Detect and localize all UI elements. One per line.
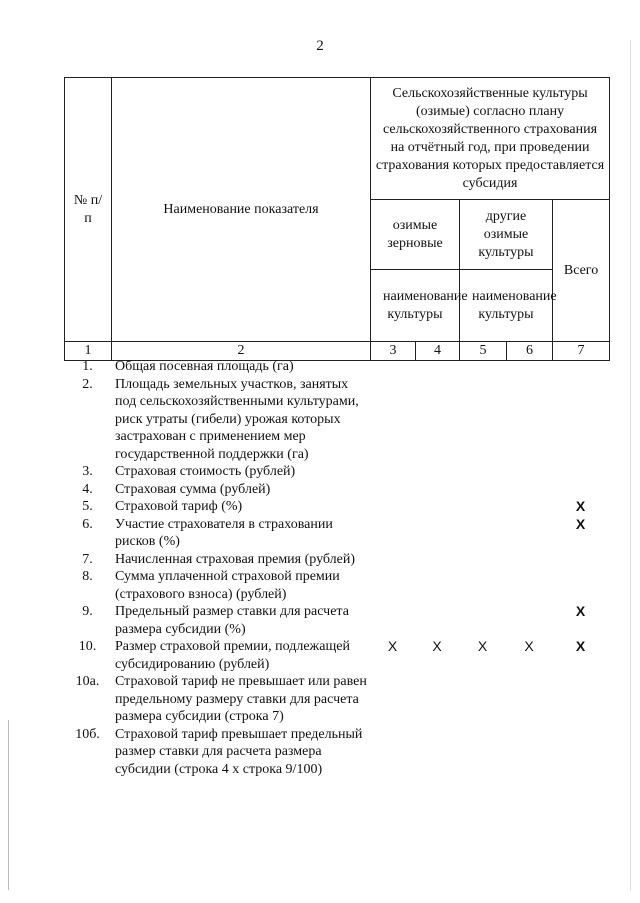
row-mark bbox=[370, 726, 415, 779]
row-mark bbox=[506, 673, 552, 726]
row-number: 9. bbox=[82, 604, 93, 619]
row-mark bbox=[552, 463, 609, 481]
col-number: 2 bbox=[112, 342, 371, 361]
header-crop-name-2: наименование культуры bbox=[460, 270, 553, 342]
row-indicator-name: Площадь земельных участков, занятых под сельскохозяйственными культурами, риск утраты (гибели) урожая которых застрахован с применением мер государственной поддержки (га) bbox=[115, 376, 359, 462]
row-mark: X bbox=[575, 498, 586, 514]
row-mark bbox=[459, 673, 506, 726]
row-mark bbox=[506, 376, 552, 464]
row-indicator-name: Общая посевная площадь (га) bbox=[115, 359, 294, 374]
table-row bbox=[64, 463, 609, 481]
row-mark bbox=[552, 481, 609, 499]
row-mark: X bbox=[575, 603, 586, 619]
header-crops-group: Сельскохозяйственные культуры (озимые) согласно плану сельскохозяйственного страхования на отчётный год, при проведении страхования которых предоставляется субсидия bbox=[371, 78, 610, 200]
row-mark bbox=[370, 358, 415, 376]
row-indicator-name: Страховая стоимость (рублей) bbox=[115, 464, 296, 479]
row-number: 4. bbox=[82, 481, 93, 497]
row-mark bbox=[370, 376, 415, 464]
header-indicator-name: Наименование показателя bbox=[112, 78, 371, 342]
table-row bbox=[64, 376, 609, 464]
row-mark: X bbox=[575, 515, 586, 532]
page-number: 2 bbox=[316, 38, 324, 54]
row-mark bbox=[370, 551, 415, 569]
header-winter-grain: озимые зерновые bbox=[371, 200, 460, 270]
row-mark bbox=[415, 673, 459, 726]
table-row bbox=[64, 358, 609, 376]
row-mark bbox=[552, 376, 609, 464]
row-mark bbox=[415, 726, 459, 779]
table-row bbox=[64, 568, 609, 603]
row-number: 7. bbox=[82, 551, 93, 567]
row-mark bbox=[459, 568, 506, 603]
row-indicator-name: Страховой тариф (%) bbox=[115, 499, 243, 514]
scan-edge bbox=[8, 720, 9, 890]
row-indicator-name: Размер страховой премии, подлежащей субсидированию (рублей) bbox=[115, 639, 350, 672]
row-mark bbox=[415, 568, 459, 603]
row-mark bbox=[459, 498, 506, 516]
header-total: Всего bbox=[553, 200, 610, 342]
row-mark bbox=[370, 498, 415, 516]
row-number: 8. bbox=[82, 569, 93, 584]
row-indicator-name: Предельный размер ставки для расчета размера субсидии (%) bbox=[115, 604, 349, 637]
row-mark bbox=[415, 516, 459, 551]
row-mark bbox=[459, 726, 506, 779]
table-row bbox=[64, 481, 609, 499]
scan-edge bbox=[630, 40, 631, 890]
row-number: 2. bbox=[82, 376, 93, 392]
row-number: 6. bbox=[82, 516, 93, 532]
row-mark bbox=[415, 463, 459, 481]
row-mark bbox=[506, 498, 552, 516]
row-mark bbox=[415, 358, 459, 376]
row-indicator-name: Страховой тариф превышает предельный размер ставки для расчета размера субсидии (строка 4 х строка 9/100) bbox=[115, 726, 363, 777]
table-row bbox=[64, 516, 609, 551]
row-mark bbox=[370, 568, 415, 603]
row-mark bbox=[459, 463, 506, 481]
row-mark bbox=[370, 516, 415, 551]
row-mark bbox=[459, 481, 506, 499]
row-mark bbox=[552, 726, 609, 779]
row-indicator-name: Сумма уплаченной страховой премии (страхового взноса) (рублей) bbox=[115, 569, 340, 602]
row-mark bbox=[552, 568, 609, 603]
row-mark bbox=[415, 481, 459, 499]
table-row bbox=[64, 551, 609, 569]
row-mark bbox=[459, 376, 506, 464]
row-indicator-name: Страховой тариф не превышает или равен предельному размеру ставки для расчета размера субсидии (строка 7) bbox=[115, 674, 367, 724]
row-mark: X bbox=[524, 638, 534, 654]
table-row bbox=[64, 673, 609, 726]
header-num: № п/п bbox=[65, 78, 112, 342]
row-mark: X bbox=[387, 638, 398, 654]
col-number: 3 bbox=[371, 342, 416, 361]
row-mark bbox=[415, 603, 459, 638]
table-row bbox=[64, 603, 609, 638]
table-row bbox=[64, 498, 609, 516]
row-number: 5. bbox=[82, 499, 93, 514]
row-mark bbox=[552, 673, 609, 726]
row-mark bbox=[506, 551, 552, 569]
report-table-body bbox=[64, 358, 609, 778]
row-mark bbox=[506, 516, 552, 551]
row-mark bbox=[506, 481, 552, 499]
row-number: 10б. bbox=[75, 726, 100, 742]
row-mark bbox=[370, 463, 415, 481]
row-number: 10а. bbox=[75, 674, 100, 689]
row-indicator-name: Страховая сумма (рублей) bbox=[115, 481, 271, 497]
col-number: 6 bbox=[507, 342, 553, 361]
row-mark bbox=[552, 551, 609, 569]
row-mark bbox=[415, 498, 459, 516]
row-mark: X bbox=[575, 638, 586, 654]
row-mark bbox=[370, 481, 415, 499]
col-number: 1 bbox=[65, 342, 112, 361]
row-number: 1. bbox=[82, 359, 93, 374]
row-mark bbox=[459, 551, 506, 569]
row-mark bbox=[459, 516, 506, 551]
row-indicator-name: Начисленная страховая премия (рублей) bbox=[115, 551, 356, 567]
row-number: 3. bbox=[82, 464, 93, 479]
row-mark bbox=[370, 673, 415, 726]
header-other-winter: другие озимые культуры bbox=[460, 200, 553, 270]
row-mark bbox=[459, 358, 506, 376]
row-mark bbox=[415, 376, 459, 464]
row-mark bbox=[506, 568, 552, 603]
row-mark bbox=[370, 603, 415, 638]
col-number: 7 bbox=[553, 342, 610, 361]
row-mark: X bbox=[432, 638, 442, 654]
row-mark bbox=[506, 603, 552, 638]
col-number: 4 bbox=[416, 342, 460, 361]
row-mark bbox=[415, 551, 459, 569]
row-mark: X bbox=[477, 638, 488, 654]
table-row bbox=[64, 638, 609, 673]
table-row bbox=[64, 726, 609, 779]
row-mark bbox=[506, 463, 552, 481]
row-mark bbox=[552, 358, 609, 376]
row-mark bbox=[459, 603, 506, 638]
row-mark bbox=[506, 726, 552, 779]
row-indicator-name: Участие страхователя в страховании рисков (%) bbox=[115, 516, 333, 549]
report-table-header bbox=[64, 77, 610, 361]
col-number: 5 bbox=[460, 342, 507, 361]
row-mark bbox=[506, 358, 552, 376]
header-crop-name-1: наименование культуры bbox=[371, 270, 460, 342]
row-number: 10. bbox=[78, 639, 97, 654]
